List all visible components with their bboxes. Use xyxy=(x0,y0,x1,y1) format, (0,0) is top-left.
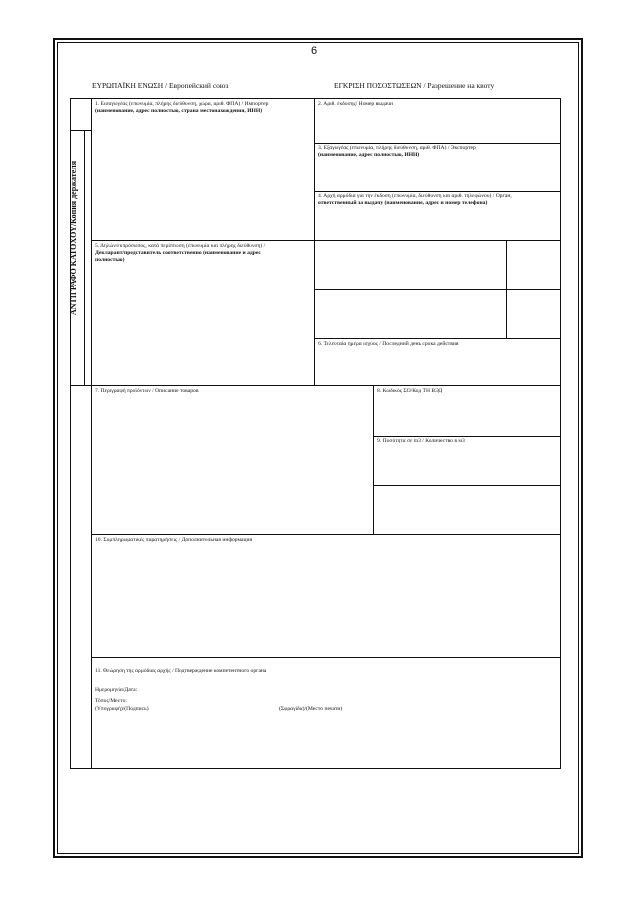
field-5-label-greek: 5. Δηλών/εκπρόσωπος, κατά περίπτωση (επωνυμία και πλήρης διεύθυνση) / xyxy=(95,243,266,249)
field-11-label: 11. Θεώρηση της αρμόδιας αρχής / Подтверждение компетентного органа xyxy=(95,668,267,674)
grid-right xyxy=(560,98,561,769)
line-3-4 xyxy=(314,191,560,192)
field-7-label: 7. Περιγραφή προϊόντων / Описание товаров xyxy=(95,388,199,394)
field-3-label-greek: 3. Εξαγωγέας (επωνυμία, πλήρης διεύθυνση, αριθ. ΦΠΑ) / Экспортер xyxy=(318,145,476,151)
field-5-declarant xyxy=(95,243,311,265)
field-1-importer xyxy=(95,101,313,115)
grid-top xyxy=(70,98,561,99)
mid-divider-top xyxy=(314,98,315,385)
field-7-goods-description xyxy=(95,388,371,395)
field-8-cn-code xyxy=(377,388,557,395)
small-col-divider xyxy=(506,240,507,338)
field-2-issue-number xyxy=(318,101,558,108)
field-11-place: Τόπος/Место: xyxy=(95,698,127,704)
field-8-label: 8. Κωδικός ΣΟ/Код ТН ВЭД xyxy=(377,388,443,394)
field-4-label-russian: ответственный за выдачу (наименование, адрес и номер телефона) xyxy=(318,200,488,207)
field-11-date: Ημερομηνία/Дата: xyxy=(95,687,138,693)
field-6-last-day xyxy=(318,341,558,348)
field-5-label-russian: Декларант/представитель соответственно (наименование и адрес xyxy=(95,250,261,257)
field-9-label: 9. Ποσότητα σε m3 / Количество в м3 xyxy=(377,438,465,444)
field-1-label-russian: (наименование, адрес полностью, страна местонахождения, ИНН) xyxy=(95,108,263,115)
side-column-bottom-line xyxy=(70,385,91,386)
field-11-signature: (Υπογραφή)/(Подпись) xyxy=(95,706,149,712)
field-6-label: 6. Τελευταία ημέρα ισχύος / Последний день срока действия xyxy=(318,341,459,347)
field-11-stamp: (Σφραγίδα)/(Место печати) xyxy=(279,706,343,712)
field-5-label-russian-cont: полностью) xyxy=(95,257,125,264)
line-6-7 xyxy=(91,385,560,386)
line-mid-b xyxy=(314,338,560,339)
line-10-11 xyxy=(91,657,560,658)
holder-copy-label: ΑΝΤΙΓΡΑΦΟ ΚΑΤΟΧΟΥ/Копия держателя xyxy=(69,160,78,316)
field-11-authority-endorsement xyxy=(95,668,555,675)
field-9-quantity xyxy=(377,438,557,445)
header-left: ΕΥΡΩΠΑΪΚΗ ΕΝΩΣΗ / Европейский союз xyxy=(92,81,229,90)
side-column-divider xyxy=(91,98,92,769)
page-number: 6 xyxy=(310,45,318,57)
field-10-label: 10. Συμπληρωματικές παρατηρήσεις / Дополнительная информация xyxy=(95,537,253,543)
line-7-10 xyxy=(91,534,560,535)
field-1-label-greek: 1. Εισαγωγέας (επωνυμία, πλήρης διεύθυνση, χώρα, αριθ. ΦΠΑ) / Импортер xyxy=(95,101,269,107)
header-right: ΕΓΚΡΙΣΗ ΠΟΣΟΣΤΩΣΕΩΝ / Разрешение на квоту xyxy=(334,81,495,90)
mid-divider-lower xyxy=(373,385,374,534)
inner-frame xyxy=(57,42,579,854)
line-9-extra xyxy=(373,485,560,486)
field-3-exporter xyxy=(318,145,558,159)
field-2-label: 2. Αριθ. έκδοσης/ Номер выдачи xyxy=(318,101,393,107)
field-4-issuing-authority xyxy=(318,193,558,207)
side-column-inner-line xyxy=(84,130,85,385)
grid-bottom xyxy=(70,768,561,769)
line-8-9 xyxy=(373,436,560,437)
line-mid-a xyxy=(314,289,560,290)
field-4-label-greek: 4. Αρχή αρμόδια για την έκδοση (επωνυμία, διεύθυνση και αριθ. τηλεφώνου) / Орган, xyxy=(318,193,512,199)
field-10-additional-info xyxy=(95,537,555,544)
field-3-label-russian: (наименование, адрес полностью, ИНН) xyxy=(318,152,420,159)
line-1-5 xyxy=(91,240,560,241)
line-2-3 xyxy=(314,143,560,144)
